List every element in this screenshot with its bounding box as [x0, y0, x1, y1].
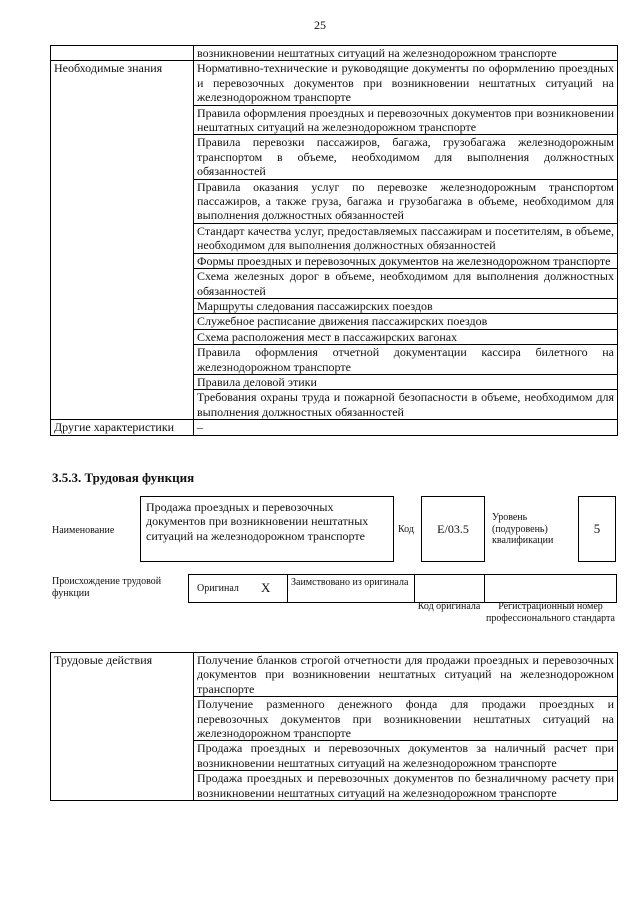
name-label: Наименование — [52, 525, 115, 536]
original-mark: X — [261, 580, 271, 595]
function-name: Продажа проездных и перевозочных документов при возникновении нештатных ситуаций на железнодорожном транспорте — [146, 500, 369, 543]
action-item: Получение разменного денежного фонда для продажи проездных и перевозочных документов при возникновении нештатных ситуаций на железнодорожном транспорте — [194, 697, 618, 741]
origin-table — [188, 574, 617, 603]
code-value: E/03.5 — [437, 521, 469, 536]
knowledge-label: Необходимые знания — [51, 61, 194, 420]
knowledge-item: Стандарт качества услуг, предоставляемых пассажирам и посетителям, в объеме, необходимом для выполнения должностных обязанностей — [194, 223, 618, 253]
knowledge-item: Требования охраны труда и пожарной безопасности в объеме, необходимом для выполнения должностных обязанностей — [194, 390, 618, 420]
function-name-box — [140, 496, 394, 562]
action-item: Получение бланков строгой отчетности для продажи проездных и перевозочных документов при возникновении нештатных ситуаций на железнодорожном транспорте — [194, 653, 618, 697]
section-heading: 3.5.3. Трудовая функция — [52, 470, 195, 485]
knowledge-table — [50, 45, 618, 436]
knowledge-item: Правила деловой этики — [194, 374, 618, 389]
code-original-label: Код оригинала — [417, 601, 481, 612]
knowledge-item: Формы проездных и перевозочных документов на железнодорожном транспорте — [194, 253, 618, 268]
table-row — [51, 420, 618, 435]
code-label: Код — [398, 524, 414, 535]
other-characteristics-value: – — [194, 420, 618, 435]
divider — [484, 575, 485, 602]
table-row — [51, 61, 618, 105]
actions-label: Трудовые действия — [51, 653, 194, 801]
page-number: 25 — [314, 18, 326, 32]
table-row — [51, 46, 618, 61]
knowledge-item: Нормативно-технические и руководящие документы по оформлению проездных и перевозочных документов при возникновении нештатных ситуаций на железнодорожном транспорте — [194, 61, 618, 105]
knowledge-item: Служебное расписание движения пассажирских поездов — [194, 314, 618, 329]
origin-label: Происхождение трудовой функции — [52, 576, 162, 599]
code-box — [421, 496, 485, 562]
level-box — [578, 496, 616, 562]
action-item: Продажа проездных и перевозочных документов за наличный расчет при возникновении нештатных ситуаций на железнодорожном транспорте — [194, 741, 618, 771]
divider — [414, 575, 415, 602]
knowledge-item: Схема железных дорог в объеме, необходимом для выполнения должностных обязанностей — [194, 269, 618, 299]
original-label: Оригинал — [197, 583, 239, 594]
row-label-empty — [51, 46, 194, 61]
borrowed-label: Заимствовано из оригинала — [291, 577, 409, 588]
knowledge-item: Правила оформления проездных и перевозочных документов при возникновении нештатных ситуаций на железнодорожном транспорте — [194, 105, 618, 135]
level-value: 5 — [593, 521, 601, 536]
divider — [287, 575, 288, 602]
knowledge-item: Маршруты следования пассажирских поездов — [194, 298, 618, 313]
knowledge-item: Правила перевозки пассажиров, багажа, грузобагажа железнодорожным транспортом в объеме, необходимом для выполнения должностных обязанностей — [194, 135, 618, 179]
reg-number-label: Регистрационный номер профессионального стандарта — [486, 601, 615, 624]
level-label: Уровень (подуровень) квалификации — [492, 512, 554, 546]
action-item: Продажа проездных и перевозочных документов по безналичному расчету при возникновении нештатных ситуаций на железнодорожном транспорте — [194, 771, 618, 801]
continued-cell: возникновении нештатных ситуаций на железнодорожном транспорте — [194, 46, 618, 61]
other-characteristics-label: Другие характеристики — [51, 420, 194, 435]
knowledge-item: Правила оказания услуг по перевозке железнодорожным транспортом пассажиров, а также груза, багажа и грузобагажа в объеме, необходимом для выполнения должностных обязанностей — [194, 179, 618, 223]
table-row — [51, 653, 618, 697]
actions-table — [50, 652, 618, 801]
knowledge-item: Правила оформления отчетной документации кассира билетного на железнодорожном транспорте — [194, 345, 618, 375]
knowledge-item: Схема расположения мест в пассажирских вагонах — [194, 329, 618, 344]
